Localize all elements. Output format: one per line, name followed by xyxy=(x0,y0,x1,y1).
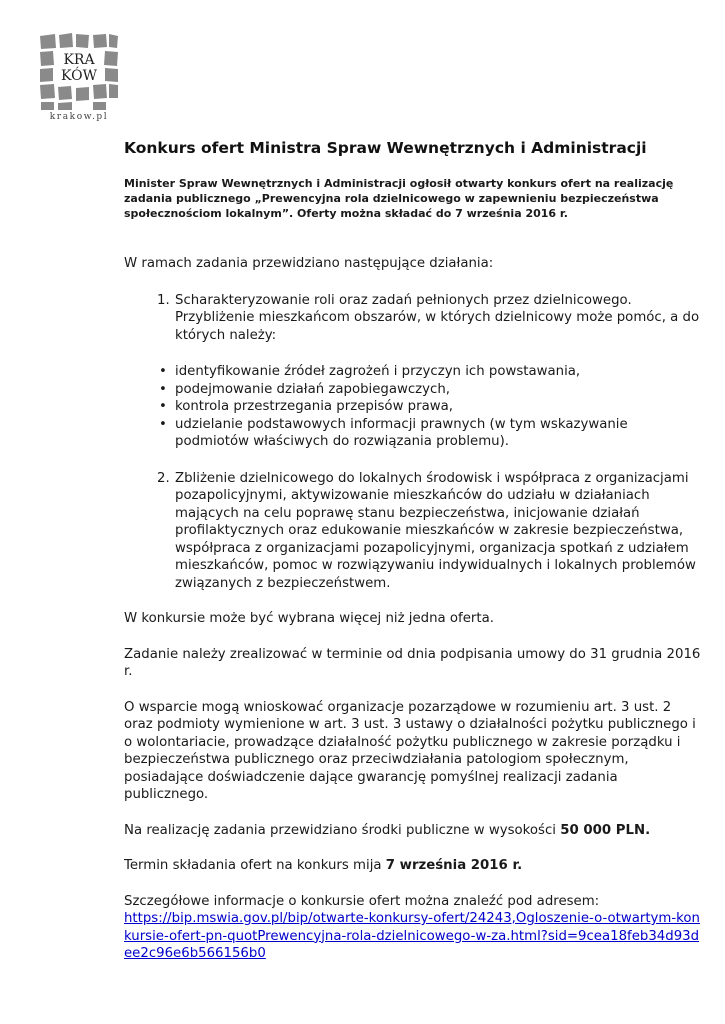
bullet-text: identyfikowanie źródeł zagrożeń i przyczyn ich powstawania, xyxy=(175,364,581,379)
bullet-icon: • xyxy=(159,416,167,432)
logo-text-line1: KRA xyxy=(63,52,95,68)
intro-paragraph: W ramach zadania przewidziano następujące działania: xyxy=(124,256,494,271)
submission-text: Termin składania ofert na konkurs mija xyxy=(124,858,386,873)
bullet-icon: • xyxy=(159,399,167,414)
multiple-offers-paragraph: W konkursie może być wybrana więcej niż jedna oferta. xyxy=(124,611,494,626)
bullet-icon: • xyxy=(159,364,167,379)
list-item-text: Scharakteryzowanie roli oraz zadań pełnionych przez dzielnicowego. Przybliżenie mieszkańcom obszarów, w których dzielnicowy może pomóc, a do których należy: xyxy=(175,292,700,343)
article xyxy=(124,138,702,963)
list-item-text: Zbliżenie dzielnicowego do lokalnych środowisk i współpraca z organizacjami pozapolicyjnymi, aktywizowanie mieszkańców do udziału w działaniach mających na celu poprawę stanu bezpieczeństwa, inicjowanie działań profilaktycznych oraz edukowanie mieszkańców w zakresie bezpieczeństwa, współpraca z organizacjami pozapolicyjnymi, organizacja spotkań z udziałem mieszkańców, pomoc w rozwiązywaniu indywidualnych i lokalnych problemów związanych z bezpieczeństwem. xyxy=(175,470,696,591)
funding-text: Na realizację zadania przewidziano środki publiczne w wysokości xyxy=(124,822,561,838)
page-title: Konkurs ofert Ministra Spraw Wewnętrznych i Administracji xyxy=(124,139,647,157)
details-paragraph xyxy=(124,893,702,963)
submission-date: 7 września 2016 r. xyxy=(385,858,523,873)
list-number: 2. xyxy=(157,470,170,486)
krakow-logo xyxy=(38,32,120,124)
details-text: Szczegółowe informacje o konkursie ofert można znaleźć pod adresem: xyxy=(124,893,600,909)
list-number: 1. xyxy=(157,292,170,308)
logo-caption: krakow.pl xyxy=(49,112,109,122)
task-list-2 xyxy=(124,470,702,593)
bullet-text: podejmowanie działań zapobiegawczych, xyxy=(175,381,450,397)
logo-text-line2: KÓW xyxy=(61,68,97,84)
bullet-item xyxy=(124,398,702,416)
bullet-text: kontrola przestrzegania przepisów prawa, xyxy=(175,399,453,414)
funding-paragraph xyxy=(124,822,702,840)
bullet-icon: • xyxy=(159,381,167,397)
funding-amount: 50 000 PLN. xyxy=(560,822,651,838)
bullet-text: udzielanie podstawowych informacji prawnych (w tym wskazywanie podmiotów właściwych do rozwiązania problemu). xyxy=(175,416,628,449)
eligibility-paragraph: O wsparcie mogą wnioskować organizacje pozarządowe w rozumieniu art. 3 ust. 2 oraz podmioty wymienione w art. 3 ust. 3 ustawy o działalności pożytku publicznego i o wolontariacie, prowadzące działalność pożytku publicznego w zakresie porządku i bezpieczeństwa publicznego oraz przeciwdziałania patologiom społecznym, posiadające doświadczenie dające gwarancję pomyślnej realizacji zadania publicznego. xyxy=(124,699,696,802)
list-item xyxy=(124,292,702,345)
submission-paragraph xyxy=(124,857,702,875)
bullet-item xyxy=(124,363,702,381)
bullet-item xyxy=(124,416,702,451)
details-link[interactable]: https://bip.mswia.gov.pl/bip/otwarte-konkursy-ofert/24243,Ogloszenie-o-otwartym-konkursie-ofert-pn-quotPrewencyjna-rola-dzielnicowego-w-za.html?sid=9cea18feb34d93dee2c96e6b566156b0 xyxy=(124,911,700,961)
logo-mosaic xyxy=(38,32,120,112)
list-item xyxy=(124,470,702,593)
task-deadline-paragraph: Zadanie należy zrealizować w terminie od dnia podpisania umowy do 31 grudnia 2016 r. xyxy=(124,646,701,679)
bullet-list xyxy=(124,363,702,451)
task-list-1 xyxy=(124,292,702,345)
lead-paragraph: Minister Spraw Wewnętrznych i Administracji ogłosił otwarty konkurs ofert na realizację zadania publicznego „Prewencyjna rola dzielnicowego w zapewnieniu bezpieczeństwa społecznościom lokalnym”. Oferty można składać do 7 września 2016 r. xyxy=(124,177,674,220)
bullet-item xyxy=(124,381,702,399)
